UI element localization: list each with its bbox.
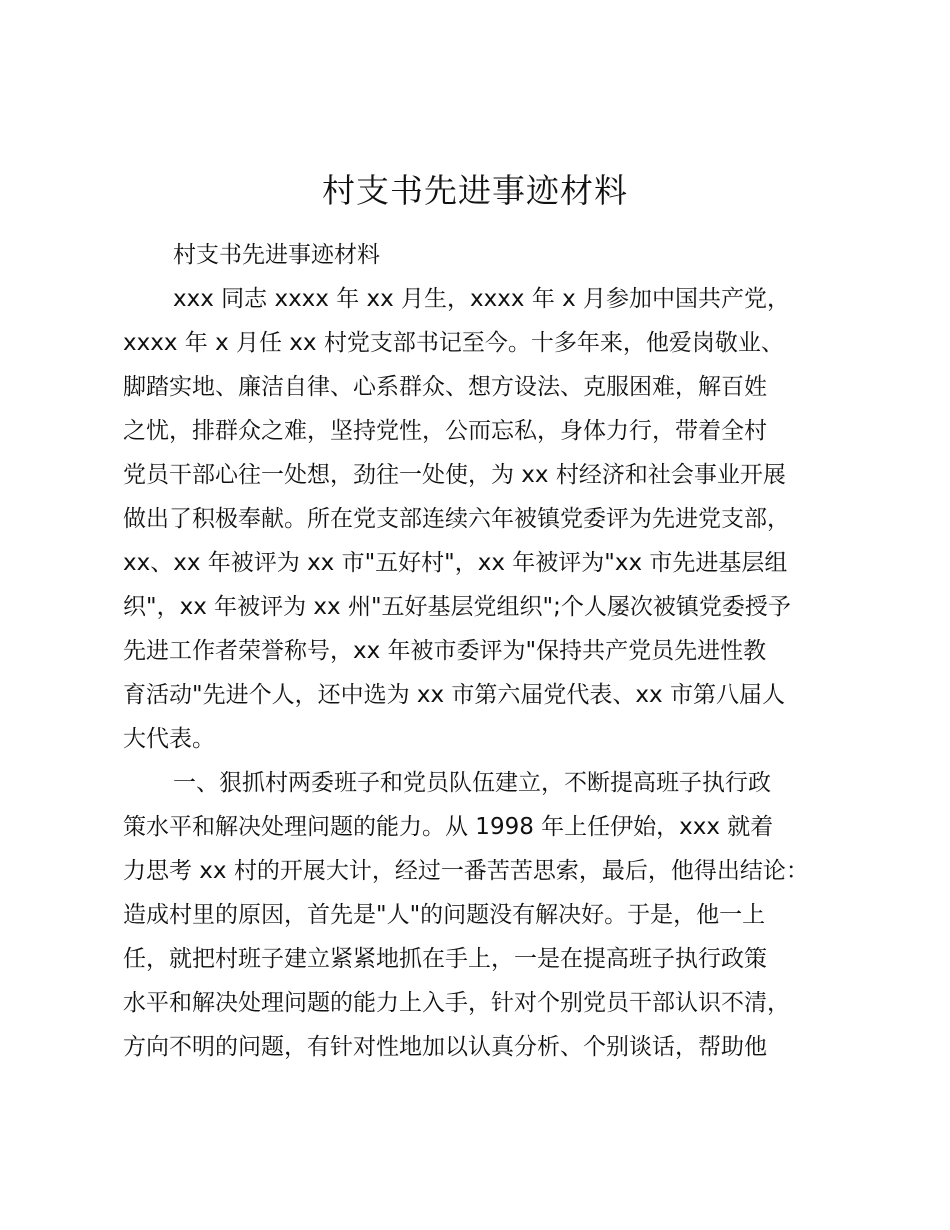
text-line: 先进工作者荣誉称号，xx 年被市委评为"保持共产党员先进性教 bbox=[123, 638, 767, 664]
text-line: 育活动"先进个人，还中选为 xx 市第六届党代表、xx 市第八届人 bbox=[123, 682, 785, 708]
text-line: 力思考 xx 村的开展大计，经过一番苦苦思索，最后，他得出结论： bbox=[123, 858, 809, 884]
text-line: 大代表。 bbox=[123, 726, 215, 752]
text-line: 党员干部心往一处想，劲往一处使，为 xx 村经济和社会事业开展 bbox=[123, 462, 786, 488]
text-line: xxx 同志 xxxx 年 xx 月生，xxxx 年 x 月参加中国共产党， bbox=[173, 286, 791, 312]
text-line: 脚踏实地、廉洁自律、心系群众、想方设法、克服困难，解百姓 bbox=[123, 374, 767, 400]
document-title: 村支书先进事迹材料 bbox=[322, 171, 628, 210]
text-line: 造成村里的原因，首先是"人"的问题没有解决好。于是，他一上 bbox=[123, 902, 766, 928]
text-line: 之忧，排群众之难，坚持党性，公而忘私，身体力行，带着全村 bbox=[123, 418, 767, 444]
text-line: 织"，xx 年被评为 xx 州"五好基层党组织";个人屡次被镇党委授予 bbox=[123, 594, 791, 620]
text-line: 一、狠抓村两委班子和党员队伍建立，不断提高班子执行政 bbox=[173, 770, 771, 796]
text-line: xxxx 年 x 月任 xx 村党支部书记至今。十多年来，他爱岗敬业、 bbox=[123, 330, 784, 356]
text-line: 方向不明的问题，有针对性地加以认真分析、个别谈话，帮助他 bbox=[123, 1034, 767, 1060]
text-line: 村支书先进事迹材料 bbox=[173, 242, 380, 268]
text-line: 做出了积极奉献。所在党支部连续六年被镇党委评为先进党支部， bbox=[123, 506, 790, 532]
text-line: 策水平和解决处理问题的能力。从 1998 年上任伊始，xxx 就着 bbox=[123, 814, 774, 840]
text-line: xx、xx 年被评为 xx 市"五好村"，xx 年被评为"xx 市先进基层组 bbox=[123, 550, 788, 576]
text-line: 水平和解决处理问题的能力上入手，针对个别党员干部认识不清， bbox=[123, 990, 790, 1016]
text-line: 任，就把村班子建立紧紧地抓在手上，一是在提高班子执行政策 bbox=[123, 946, 767, 972]
